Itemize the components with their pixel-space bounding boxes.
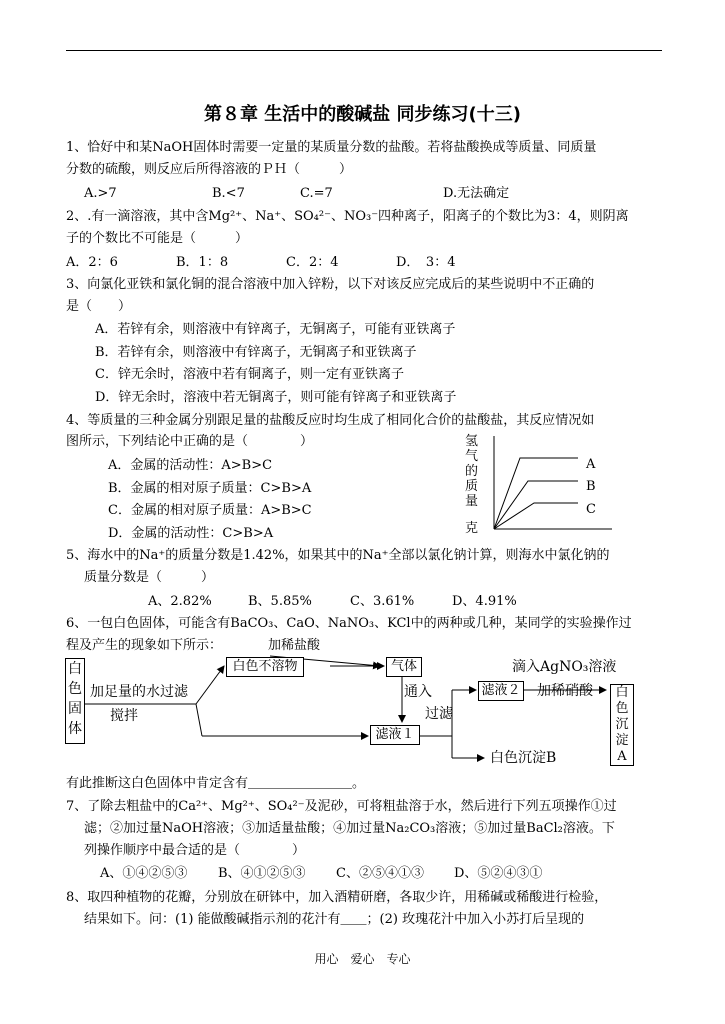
q7-option-b: B、④①②⑤③	[218, 866, 306, 881]
q1-option-b: B.<7	[212, 186, 245, 201]
white-solid-box	[65, 658, 85, 744]
page-title: 第８章 生活中的酸碱盐 同步练习(十三)	[204, 104, 521, 125]
q5-option-b: B、5.85%	[248, 594, 312, 609]
add-hno3-label: 加稀硝酸	[537, 683, 593, 699]
q5-option-a: A、2.82%	[148, 594, 212, 609]
white-precipitate-b-label: 白色沉淀B	[490, 750, 557, 766]
q7-option-c: C、②⑤④①③	[336, 866, 424, 881]
page-footer: 用心 爱心 专心	[314, 952, 411, 966]
q1-stem-line1: 1、恰好中和某NaOH固体时需要一定量的某质量分数的盐酸。若将盐酸换成等质量、同质量	[66, 140, 597, 155]
add-water-filter-label: 加足量的水过滤	[90, 684, 188, 700]
q2-option-b: B．1：8	[176, 255, 229, 270]
q2-stem-line2: 子的个数比不可能是（ ）	[66, 231, 249, 246]
q2-option-d: D． 3：4	[396, 255, 456, 270]
q5-option-c: C、3.61%	[350, 594, 415, 609]
q4-ylabel-char: 气	[465, 449, 479, 464]
q4-ylabel-char: 的	[465, 464, 479, 479]
white-precipitate-a-box	[610, 684, 634, 766]
q5-option-d: D、4.91%	[452, 594, 517, 609]
q3-stem-line2: 是（ ）	[66, 299, 132, 314]
white-precipitate-a-char: 白	[615, 685, 629, 700]
q3-option-c: C．锌无余时，溶液中若有铜离子，则一定有亚铁离子	[95, 367, 404, 382]
q4-ylabel-char: 氢	[465, 434, 479, 449]
q4-option-b: B．金属的相对原子质量：C>B>A	[108, 481, 312, 496]
white-precipitate-box: 白色不溶物	[226, 657, 304, 677]
q4-curve-b	[494, 481, 578, 529]
q3-stem-line1: 3、向氯化亚铁和氯化铜的混合溶液中加入锌粉，以下对该反应完成后的某些说明中不正确的	[66, 277, 595, 292]
q4-curve-label-c: C	[586, 502, 596, 517]
q6-stem-line2: 程及产生的现象如下所示：	[66, 638, 223, 653]
q8-stem-line1: 8、取四种植物的花瓣，分别放在研钵中，加入酒精研磨，各取少许，用稀碱或稀酸进行检验，	[66, 890, 608, 905]
q2-option-a: A．2：6	[66, 255, 118, 270]
white-precipitate-a-char: 沉	[615, 717, 629, 732]
q7-stem-line1: 7、了除去粗盐中的Ca²⁺、Mg²⁺、SO₄²⁻及泥砂，可将粗盐溶于水，然后进行下列五项操作①过	[66, 799, 617, 814]
white-precipitate-a-char: 淀	[615, 733, 629, 748]
q1-option-d: D.无法确定	[443, 186, 510, 201]
pass-in-label: 通入	[404, 684, 432, 700]
white-solid-char: 白	[68, 661, 82, 677]
white-solid-char: 体	[68, 721, 82, 737]
add-agno3-label: 滴入AgNO₃溶液	[512, 659, 617, 675]
q1-option-c: C.=7	[300, 186, 333, 201]
q6-stem-line1: 6、一包白色固体，可能含有BaCO₃、CaO、NaNO₃、KCl中的两种或几种，某同学的实验操作过	[66, 616, 632, 631]
q4-stem-line1: 4、等质量的三种金属分别跟足量的盐酸反应时均生成了相同化合价的盐酸盐，其反应情况如	[66, 413, 595, 428]
q3-option-a: A．若锌有余，则溶液中有锌离子，无铜离子，可能有亚铁离子	[95, 322, 456, 337]
q8-stem-line2: 结果如下。问：(1) 能做酸碱指示剂的花汁有＿＿；(2) 玫瑰花汁中加入小苏打后呈现的	[84, 912, 585, 927]
q4-curve-label-a: A	[586, 457, 596, 472]
q6-conclusion: 有此推断这白色固体中肯定含有＿＿＿＿＿＿＿＿。	[66, 776, 366, 791]
q4-unit-label: 克	[465, 521, 479, 536]
q4-ylabel-char: 质	[465, 479, 479, 494]
q7-option-d: D、⑤②④③①	[454, 866, 543, 881]
filtrate-1-box: 滤液１	[370, 725, 420, 745]
q1-stem-line2: 分数的硫酸，则反应后所得溶液的ＰＨ（ ）	[66, 162, 353, 177]
q3-option-b: B．若锌有余，则溶液中有锌离子，无铜离子和亚铁离子	[95, 345, 417, 360]
q4-option-d: D．金属的活动性：C>B>A	[108, 526, 274, 541]
gas-box: 气体	[386, 657, 422, 677]
q4-option-c: C．金属的相对原子质量：A>B>C	[108, 503, 312, 518]
white-solid-char: 固	[68, 701, 82, 717]
q4-graph-lines	[494, 436, 612, 529]
q4-curve-c	[494, 503, 578, 529]
q6-add-hcl-label: 加稀盐酸	[268, 638, 321, 653]
q5-stem-line1: 5、海水中的Na⁺的质量分数是1.42%，如果其中的Na⁺全部以氯化钠计算，则海水中氯化钠的	[66, 548, 610, 563]
q7-option-a: A、①④②⑤③	[100, 866, 188, 881]
q5-stem-line2: 质量分数是（ ）	[84, 570, 215, 585]
q3-option-d: D．锌无余时，溶液中若无铜离子，则可能有锌离子和亚铁离子	[95, 390, 457, 405]
white-precipitate-a-char: 色	[615, 701, 629, 716]
filtrate-2-box: 滤液２	[478, 681, 524, 701]
q4-stem-line2: 图所示，下列结论中正确的是（ ）	[66, 434, 314, 449]
q4-ylabel-char: 量	[465, 494, 479, 509]
q7-stem-line2: 滤；②加过量NaOH溶液；③加适量盐酸；④加过量Na₂CO₃溶液；⑤加过量BaCl₂溶液。下	[84, 821, 615, 836]
q4-curve-label-b: B	[586, 479, 596, 494]
white-solid-char: 色	[68, 681, 82, 697]
q7-stem-line3: 列操作顺序中最合适的是（ ）	[84, 843, 306, 858]
q2-stem-line1: 2、.有一滴溶液，其中含Mg²⁺、Na⁺、SO₄²⁻、NO₃⁻四种离子，阳离子的个数比为3：4，则阴离	[66, 209, 629, 224]
filter-label: 过滤	[425, 706, 453, 722]
white-precipitate-a-char: A	[617, 749, 627, 764]
stir-label: 搅拌	[110, 708, 138, 724]
q4-curve-a	[494, 458, 578, 529]
q2-option-c: C．2：4	[286, 255, 339, 270]
q4-option-a: A．金属的活动性：A>B>C	[108, 458, 273, 473]
q1-option-a: A.>7	[84, 186, 117, 201]
